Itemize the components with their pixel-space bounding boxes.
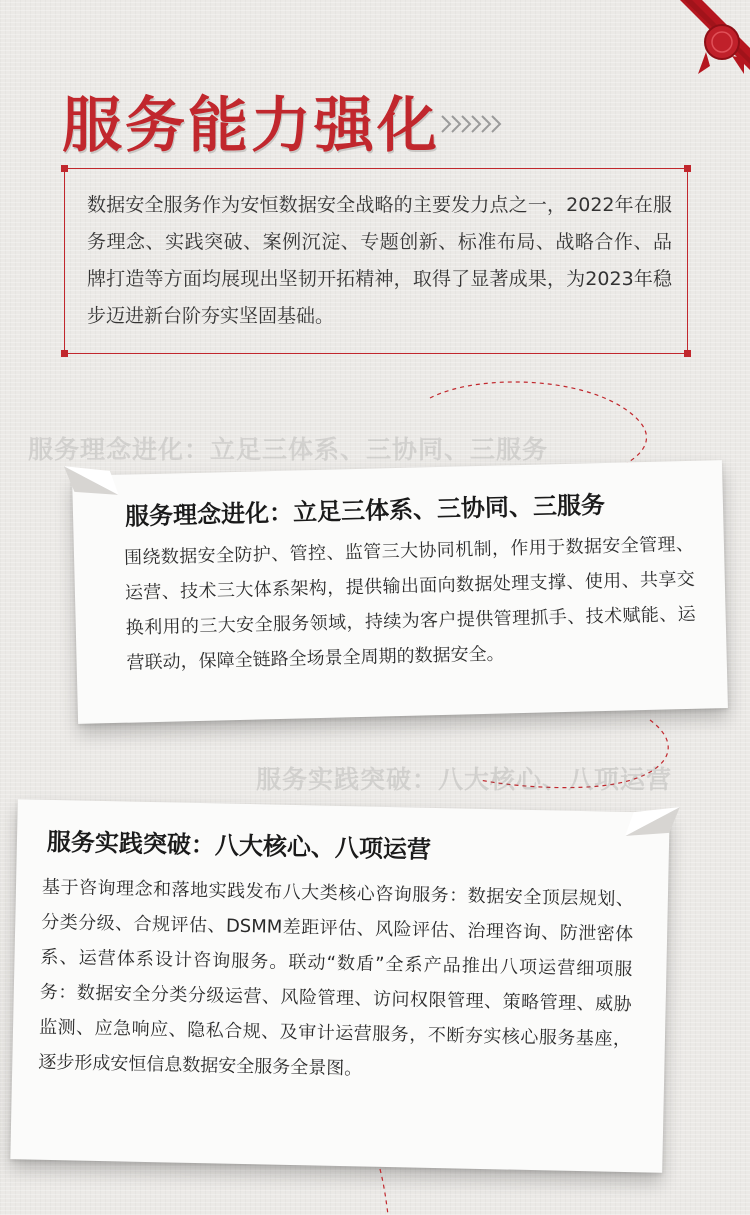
page-title: 服务能力强化 xyxy=(62,91,440,161)
section-body: 围绕数据安全防护、管控、监管三大协同机制，作用于数据安全管理、运营、技术三大体系架构，提供输出面向数据处理支撑、使用、共享交换利用的三大安全服务领域，持续为客户提供管理抓手、技术赋能、运营联动，保障全链路全场景全周期的数据安全。 xyxy=(123,533,696,674)
folded-corner-icon xyxy=(625,806,680,837)
section-card xyxy=(10,799,669,1173)
corner-marker xyxy=(684,350,691,357)
section-body: 基于咨询理念和落地实践发布八大类核心咨询服务：数据安全顶层规划、分类分级、合规评估、DSMM差距评估、风险评估、治理咨询、防泄密体系、运营体系设计咨询服务。联动“数盾”全系产品推出八项运营细项服务：数据安全分类分级运营、风险管理、访问权限管理、策略管理、威胁监测、应急响应、隐私合规、及审计运营服务，不断夯实核心服务基座，逐步形成安恒信息数据安全服务全景图。 xyxy=(38,876,635,1080)
dashed-connector xyxy=(0,1165,750,1215)
section-watermark: 服务理念进化：立足三体系、三协同、三服务 xyxy=(28,435,549,464)
chevrons-right-icon xyxy=(440,112,502,136)
intro-text: 数据安全服务作为安恒数据安全战略的主要发力点之一，2022年在服务理念、实践突破、案例沉淀、专题创新、标准布局、战略合作、品牌打造等方面均展现出坚韧开拓精神，取得了显著成果，为2023年稳步迈进新台阶夯实坚固基础。 xyxy=(87,194,672,327)
section-card xyxy=(72,460,728,724)
folded-corner-icon xyxy=(64,465,119,496)
corner-marker xyxy=(684,165,691,172)
section-heading: 服务实践突破：八大核心、八项运营 xyxy=(46,827,432,864)
corner-marker xyxy=(61,165,68,172)
ribbon-seal-icon xyxy=(640,0,750,110)
corner-marker xyxy=(61,350,68,357)
section-heading: 服务理念进化：立足三体系、三协同、三服务 xyxy=(124,490,606,531)
section-watermark: 服务实践突破：八大核心、八项运营 xyxy=(256,765,673,794)
intro-box xyxy=(64,168,688,354)
